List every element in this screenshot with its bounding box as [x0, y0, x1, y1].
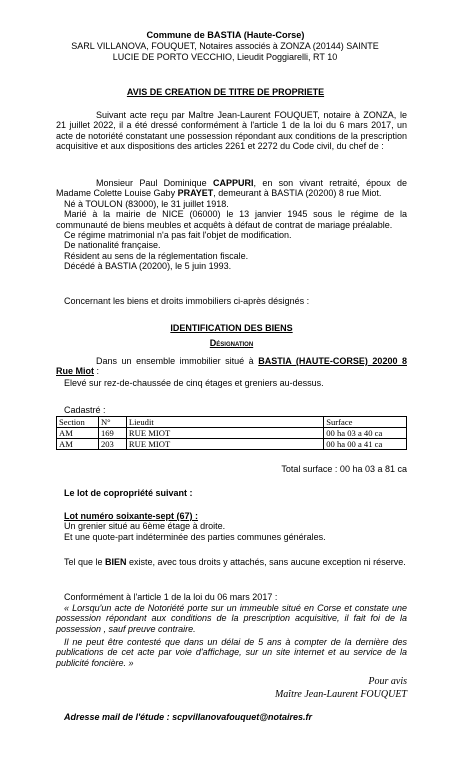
col-numero: N°: [98, 417, 126, 428]
table-row: [57, 428, 407, 439]
bien-paragraph: [56, 557, 407, 567]
person-identity: [56, 178, 407, 199]
ensemble-paragraph: [56, 356, 407, 377]
signature-pour-avis: Pour avis: [368, 676, 407, 687]
bien-text-c: existe, avec tous droits y attachés, sans aucune exception ni réserve.: [126, 557, 406, 567]
cadastre-table: [56, 416, 407, 450]
cell-surface: 00 ha 00 a 41 ca: [324, 439, 407, 450]
col-section: Section: [57, 417, 99, 428]
person-text-a: Monsieur Paul Dominique: [96, 178, 213, 188]
lot-intro: Le lot de copropriété suivant :: [64, 488, 193, 498]
notaires-header: SARL VILLANOVA, FOUQUET, Notaires associés à ZONZA (20144) SAINTE LUCIE DE PORTO VECCHIO, Lieudit Poggiarelli, RT 10: [71, 41, 379, 62]
col-surface: Surface: [324, 417, 407, 428]
commune-header: Commune de BASTIA (Haute-Corse): [146, 30, 305, 40]
person-marriage: Marié à la mairie de NICE (06000) le 13 janvier 1945 sous le régime de la communauté de biens meubles et acquêts à défaut de contrat de mariage préalable.: [56, 209, 407, 230]
designation-title: Désignation: [209, 338, 254, 348]
cell-numero: 203: [98, 439, 126, 450]
lot-title: Lot numéro soixante-sept (67) :: [64, 511, 199, 521]
lot-section: [56, 511, 415, 542]
col-lieudit: Lieudit: [126, 417, 323, 428]
bien-text-a: Tel que le: [64, 557, 106, 567]
signature-name: Maître Jean-Laurent FOUQUET: [274, 689, 407, 700]
total-surface: Total surface : 00 ha 03 a 81 ca: [281, 464, 407, 474]
quote-2: Il ne peut être contesté que dans un délai de 5 ans à compter de la dernière des publications de cet acte par voie d'affichage, sur un site internet et au service de la publicité foncière. »: [56, 637, 407, 668]
eleve-paragraph: Elevé sur rez-de-chaussée de cinq étages et greniers au-dessus.: [64, 378, 324, 388]
cadastre-label: Cadastré :: [64, 405, 106, 415]
quote-1: « Lorsqu'un acte de Notoriété porte sur un immeuble situé en Corse et constate une possession répondant aux conditions de la prescription acquisitive, il fait foi de la possession , sauf preuve contraire.: [56, 603, 407, 634]
conform-paragraph: Conformément à l'article 1 de la loi du 06 mars 2017 :: [64, 592, 278, 602]
email-line: Adresse mail de l'étude : scpvillanovafouquet@notaires.fr: [64, 712, 312, 722]
intro-paragraph: Suivant acte reçu par Maître Jean-Laurent FOUQUET, notaire à ZONZA, le 21 juillet 2022, il a été dressé conformément à l'article 1 de la loi du 6 mars 2017, un acte de notoriété constatant une possession répondant aux conditions de la prescription acquisitive et aux dispositions des articles 2261 et 2272 du Code civil, du chef de :: [56, 110, 407, 152]
cell-lieudit: RUE MIOT: [126, 439, 323, 450]
identification-title: IDENTIFICATION DES BIENS: [170, 323, 293, 333]
lot-line-1: Un grenier situé au 6ème étage à droite.: [64, 521, 226, 532]
person-text-c: , demeurant à BASTIA (20200) 8 rue Miot.: [213, 188, 382, 199]
person-section: [56, 178, 407, 272]
cell-numero: 169: [98, 428, 126, 439]
person-text-b: , en son vivant retraité, époux de Madame Colette Louise Gaby: [56, 178, 407, 199]
concern-paragraph: Concernant les biens et droits immobiliers ci-après désignés :: [64, 296, 310, 306]
person-nationality: De nationalité française.: [64, 240, 161, 251]
bien-word: BIEN: [105, 557, 127, 567]
spouse-surname: PRAYET: [177, 188, 214, 199]
cell-section: AM: [57, 428, 99, 439]
cell-surface: 00 ha 03 a 40 ca: [324, 428, 407, 439]
cell-section: AM: [57, 439, 99, 450]
ensemble-text-c: :: [94, 366, 100, 377]
cadastre-table-wrap: [56, 416, 407, 450]
person-regime: Ce régime matrimonial n'a pas fait l'objet de modification.: [64, 230, 292, 241]
table-row: [57, 439, 407, 450]
cell-lieudit: RUE MIOT: [126, 428, 323, 439]
ensemble-address: BASTIA (HAUTE-CORSE) 20200 8 Rue Miot: [56, 356, 407, 377]
ensemble-text-a: Dans un ensemble immobilier situé à: [96, 356, 259, 366]
person-surname: CAPPURI: [213, 178, 254, 188]
person-birth: Né à TOULON (83000), le 31 juillet 1918.: [64, 198, 229, 209]
person-death: Décédé à BASTIA (20200), le 5 juin 1993.: [64, 261, 232, 272]
document-title: AVIS DE CREATION DE TITRE DE PROPRIETE: [126, 87, 325, 97]
lot-line-2: Et une quote-part indéterminée des parties communes générales.: [64, 531, 326, 542]
cadastre-header-row: [57, 417, 407, 428]
person-resident: Résident au sens de la réglementation fiscale.: [64, 250, 249, 261]
